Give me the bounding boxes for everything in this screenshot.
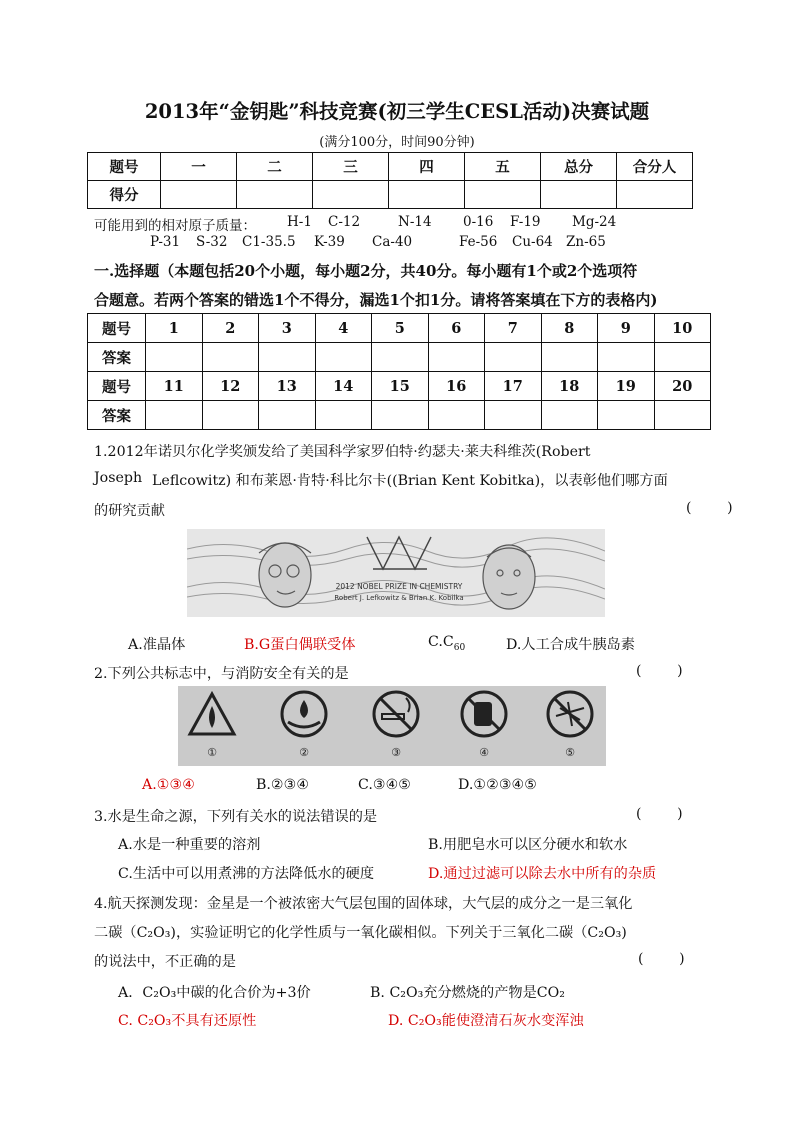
score-header-cell: 总分 — [541, 153, 617, 181]
score-header-cell: 合分人 — [617, 153, 693, 181]
answer-num-label: 题号 — [88, 314, 146, 343]
score-header-cell: 一 — [161, 153, 237, 181]
answer-cell[interactable] — [485, 343, 542, 372]
section-heading-line1: 一.选择题（本题包括20个小题，每小题2分，共40分。每小题有1个或2个选项符 — [94, 262, 638, 280]
score-header-cell: 题号 — [88, 153, 161, 181]
q1-option-b: B.G蛋白偶联受体 — [244, 637, 356, 653]
score-cell[interactable] — [465, 181, 541, 209]
answer-row — [88, 401, 711, 430]
answer-cell[interactable] — [428, 401, 485, 430]
q3-option-a: A.水是一种重要的溶剂 — [118, 837, 261, 853]
answer-row-label: 答案 — [88, 401, 146, 430]
atomic-mass: K-39 — [314, 234, 345, 250]
answer-row — [88, 343, 711, 372]
atomic-mass: P-31 — [150, 234, 181, 250]
answer-row-label: 答案 — [88, 343, 146, 372]
q1-stem-line1: 1.2012年诺贝尔化学奖颁发给了美国科学家罗伯特·约瑟夫·莱夫科维茨(Robert — [94, 444, 591, 460]
atomic-mass: 0-16 — [463, 214, 494, 230]
answer-cell[interactable] — [146, 343, 203, 372]
answer-num-cell: 17 — [485, 372, 542, 401]
answer-num-cell: 18 — [541, 372, 598, 401]
page-title: 2013年“金钥匙”科技竞赛(初三学生CESL活动)决赛试题 — [144, 100, 650, 123]
q2-stem: 2.下列公共标志中，与消防安全有关的是 — [94, 666, 349, 682]
q3-option-d: D.通过过滤可以除去水中所有的杂质 — [428, 866, 657, 882]
answer-num-row — [88, 314, 711, 343]
atomic-mass: Ca-40 — [372, 234, 413, 250]
score-cell[interactable] — [237, 181, 313, 209]
q1-option-a: A.准晶体 — [128, 637, 186, 653]
answer-num-cell: 20 — [654, 372, 711, 401]
q1-option-c — [428, 634, 465, 653]
q3-stem: 3.水是生命之源，下列有关水的说法错误的是 — [94, 809, 378, 825]
sign-label: ④ — [479, 746, 489, 759]
answer-num-cell: 12 — [202, 372, 259, 401]
nobel-prize-illustration — [187, 529, 605, 617]
atomic-mass: Cu-64 — [512, 234, 553, 250]
image-caption-names: Robert J. Lefkowitz & Brian K. Kobilka — [334, 594, 464, 602]
nobel-prize-image — [187, 529, 605, 617]
q1-option-c-text: C.C — [428, 634, 454, 650]
answer-num-cell: 3 — [259, 314, 316, 343]
answer-cell[interactable] — [315, 401, 372, 430]
answer-cell[interactable] — [202, 343, 259, 372]
answer-cell[interactable] — [315, 343, 372, 372]
q1-option-d: D.人工合成牛胰岛素 — [506, 637, 635, 653]
atomic-mass: F-19 — [510, 214, 541, 230]
safety-signs-image — [178, 686, 606, 766]
answer-cell[interactable] — [485, 401, 542, 430]
answer-cell[interactable] — [146, 401, 203, 430]
atomic-mass: S-32 — [196, 234, 228, 250]
q3-option-c: C.生活中可以用煮沸的方法降低水的硬度 — [118, 866, 375, 882]
answer-num-cell: 9 — [598, 314, 655, 343]
q4-stem-line1: 4.航天探测发现：金星是一个被浓密大气层包围的固体球，大气层的成分之一是三氧化 — [94, 896, 633, 912]
sign-label: ② — [299, 746, 309, 759]
answer-num-cell: 10 — [654, 314, 711, 343]
atomic-mass-label: 可能用到的相对原子质量： — [94, 218, 256, 234]
answer-num-cell: 4 — [315, 314, 372, 343]
q4-option-a: A．C₂O₃中碳的化合价为+3价 — [118, 985, 311, 1001]
q4-option-b: B. C₂O₃充分燃烧的产物是CO₂ — [370, 985, 565, 1001]
answer-num-cell: 15 — [372, 372, 429, 401]
q4-stem-line2: 二碳（C₂O₃)，实验证明它的化学性质与一氧化碳相似。下列关于三氧化二碳（C₂O₃) — [94, 925, 627, 941]
q1-stem-line3: 的研究贡献 — [94, 503, 165, 519]
answer-num-cell: 6 — [428, 314, 485, 343]
q1-stem-line2b: Leflcowitz) 和布莱恩·肯特·科比尔卡((Brian Kent Kobitka)，以表彰他们哪方面 — [152, 473, 668, 489]
q2-option-b: B.②③④ — [256, 777, 310, 793]
q1-answer-paren: ( ) — [686, 500, 733, 516]
q2-option-c: C.③④⑤ — [358, 777, 412, 793]
atomic-mass: C-12 — [328, 214, 361, 230]
sign-label: ③ — [391, 746, 401, 759]
score-header-cell: 四 — [389, 153, 465, 181]
score-header-row — [88, 153, 693, 181]
score-cell[interactable] — [617, 181, 693, 209]
answer-num-cell: 1 — [146, 314, 203, 343]
score-cell[interactable] — [541, 181, 617, 209]
answer-num-cell: 14 — [315, 372, 372, 401]
q4-stem-line3: 的说法中，不正确的是 — [94, 954, 236, 970]
safety-signs-illustration — [178, 686, 606, 766]
score-header-cell: 三 — [313, 153, 389, 181]
page-subtitle: (满分100分，时间90分钟) — [319, 135, 475, 150]
answer-cell[interactable] — [259, 401, 316, 430]
atomic-mass: Fe-56 — [459, 234, 498, 250]
answer-num-cell: 16 — [428, 372, 485, 401]
answer-cell[interactable] — [654, 401, 711, 430]
answer-cell[interactable] — [541, 401, 598, 430]
score-value-row — [88, 181, 693, 209]
answer-num-cell: 19 — [598, 372, 655, 401]
q4-answer-paren: ( ) — [638, 951, 685, 967]
answer-num-cell: 7 — [485, 314, 542, 343]
image-caption-title: 2012 NOBEL PRIZE IN CHEMISTRY — [335, 582, 463, 591]
atomic-mass: Zn-65 — [566, 234, 606, 250]
score-cell[interactable] — [313, 181, 389, 209]
answer-cell[interactable] — [598, 401, 655, 430]
atomic-mass: C1-35.5 — [242, 234, 296, 250]
score-header-cell: 二 — [237, 153, 313, 181]
q3-answer-paren: ( ) — [636, 806, 683, 822]
atomic-mass: H-1 — [287, 214, 312, 230]
q1-option-c-subscript: 60 — [453, 642, 466, 653]
answer-cell[interactable] — [541, 343, 598, 372]
answer-num-row — [88, 372, 711, 401]
answer-table — [87, 313, 711, 430]
atomic-mass: N-14 — [398, 214, 432, 230]
answer-num-cell: 2 — [202, 314, 259, 343]
answer-cell[interactable] — [259, 343, 316, 372]
answer-cell[interactable] — [654, 343, 711, 372]
atomic-mass: Mg-24 — [572, 214, 617, 230]
sign-label: ⑤ — [565, 746, 575, 759]
answer-cell[interactable] — [598, 343, 655, 372]
q2-answer-paren: ( ) — [636, 663, 683, 679]
answer-cell[interactable] — [202, 401, 259, 430]
q4-option-d: D. C₂O₃能使澄清石灰水变浑浊 — [388, 1013, 584, 1029]
sign-label: ① — [207, 746, 217, 759]
answer-num-cell: 8 — [541, 314, 598, 343]
answer-num-cell: 5 — [372, 314, 429, 343]
q2-option-d: D.①②③④⑤ — [458, 777, 537, 793]
score-header-cell: 五 — [465, 153, 541, 181]
answer-cell[interactable] — [428, 343, 485, 372]
section-heading-line2: 合题意。若两个答案的错选1个不得分，漏选1个扣1分。请将答案填在下方的表格内) — [94, 291, 658, 309]
q1-stem-line2a: Joseph — [94, 470, 143, 486]
q3-option-b: B.用肥皂水可以区分硬水和软水 — [428, 837, 628, 853]
score-cell[interactable] — [389, 181, 465, 209]
score-table — [87, 152, 693, 209]
score-row-label: 得分 — [88, 181, 161, 209]
q4-option-c: C. C₂O₃不具有还原性 — [118, 1013, 257, 1029]
answer-cell[interactable] — [372, 401, 429, 430]
score-cell[interactable] — [161, 181, 237, 209]
answer-num-cell: 11 — [146, 372, 203, 401]
answer-num-cell: 13 — [259, 372, 316, 401]
answer-num-label: 题号 — [88, 372, 146, 401]
q2-option-a: A.①③④ — [142, 777, 195, 793]
answer-cell[interactable] — [372, 343, 429, 372]
